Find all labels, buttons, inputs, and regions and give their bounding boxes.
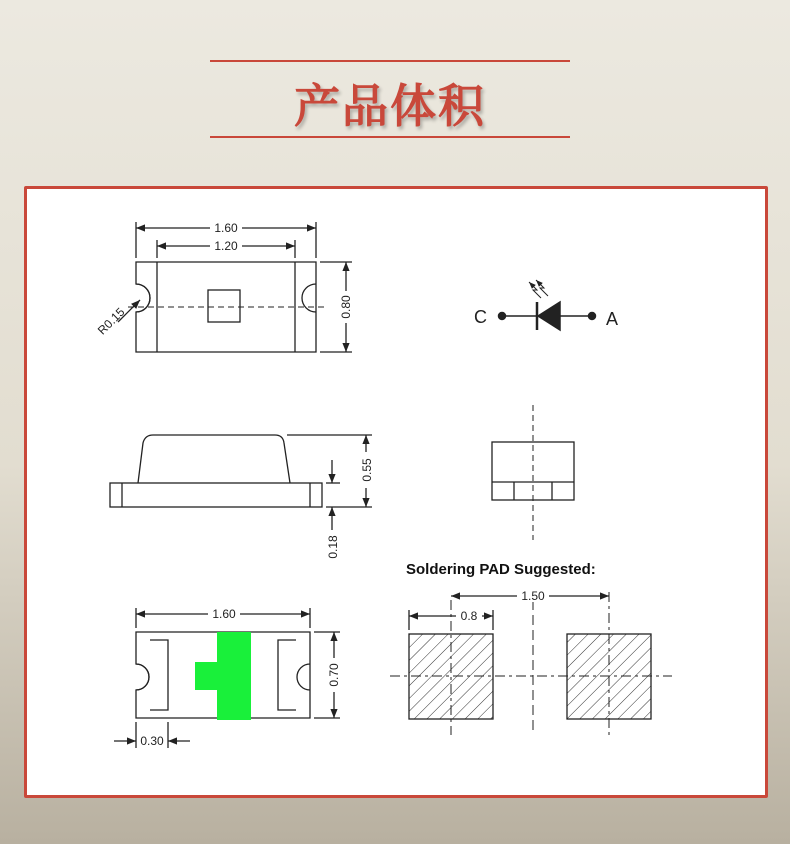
bottom-view-notch-left [136,664,149,690]
anode-terminal [589,313,596,320]
dimension-drawing [27,189,765,795]
cathode-terminal [499,313,506,320]
solder-pad-layout [390,592,672,735]
side-view-base [110,483,322,507]
cathode-label: C [474,307,487,327]
diode-triangle [538,302,560,330]
polarity-mark [195,632,251,720]
pad-dim-0-8-label: 0.8 [460,609,478,623]
top-view-notch-right [302,284,316,312]
solder-pad-title: Soldering PAD Suggested: [406,561,596,578]
anode-label: A [606,309,619,329]
page-title: 产品体积 [294,79,486,133]
top-dim-1-60-label: 1.60 [214,221,238,235]
title-block [210,60,570,138]
title-top-rule [210,60,570,62]
bottom-dim-0-30-label: 0.30 [140,734,164,748]
top-dim-1-20-label: 1.20 [214,239,238,253]
side-view [110,435,372,530]
emission-arrow-1 [529,282,541,298]
end-view [492,405,574,540]
top-dim-radius-label: R0.15 [94,304,128,338]
pad-dim-1-50-label: 1.50 [521,589,545,603]
top-view-notch-left [136,284,150,312]
emission-arrow-2 [536,280,548,296]
side-dim-0-18-label: 0.18 [326,535,340,559]
title-bottom-rule [210,136,570,138]
bottom-dim-0-70-label: 0.70 [327,663,341,687]
side-view-lens [138,435,290,483]
drawing-frame [24,186,768,798]
bottom-view-pad-left [150,640,168,710]
top-view-chip [208,290,240,322]
top-dim-0-80-label: 0.80 [339,295,353,319]
bottom-dim-1-60-label: 1.60 [212,607,236,621]
bottom-view-notch-right [297,664,310,690]
led-symbol [499,280,596,330]
bottom-view-pad-right [278,640,296,710]
side-dim-0-55-label: 0.55 [360,458,374,482]
